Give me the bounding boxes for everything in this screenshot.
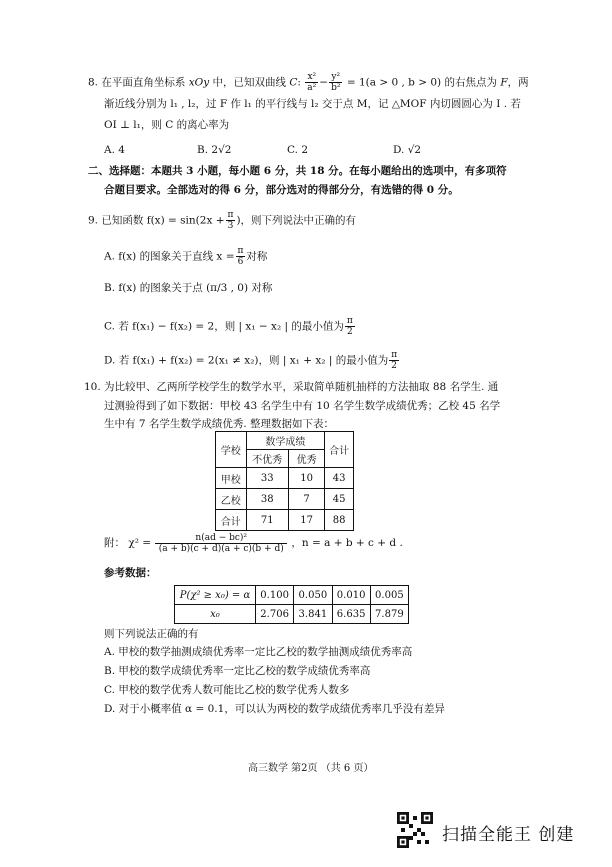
q9-option-b: B. f(x) 的图象关于点 (π/3 , 0) 对称 bbox=[104, 282, 273, 294]
q9-stem: 9. 已知函数 f(x) = sin(2x + $\frac{\pi}{3}$ )，则下列说法中正确的有 bbox=[88, 210, 357, 231]
xoy-var: xOy bbox=[188, 76, 210, 89]
q8-line3: OI ⊥ l₁，则 C 的离心率为 bbox=[104, 119, 230, 131]
q10-line3: 生中有 7 名学生数学成绩优秀. 整理数据如下表： bbox=[104, 418, 335, 430]
q8-option-c: C. 2 bbox=[287, 144, 309, 156]
scanner-watermark: 扫描全能王 创建 bbox=[442, 825, 575, 845]
chi-fraction: $\frac{\text{n(ad − bc)²}}{(a + b)(c + d)(a + c)(b + d)}$ bbox=[155, 533, 287, 554]
ref-data-label: 参考数据： bbox=[104, 567, 157, 579]
section2-line2: 合题目要求。全部选对的得 6 分，部分选对的得部分分，有选错的得 0 分。 bbox=[104, 184, 459, 196]
q9-option-c: C. 若 f(x₁) − f(x₂) = 2，则 | x₁ − x₂ | 的最小值为 $\frac{\pi}{2}$ bbox=[104, 316, 353, 337]
table-row: 合计 71 17 88 bbox=[216, 510, 354, 531]
th-excellent: 优秀 bbox=[288, 450, 324, 468]
q10-option-c: C. 甲校的数学优秀人数可能比乙校的数学优秀人数多 bbox=[104, 684, 350, 696]
q9-option-a: A. f(x) 的图象关于直线 x = $\frac{\pi}{6}$ 对称 bbox=[104, 246, 268, 267]
q9-option-d: D. 若 f(x₁) + f(x₂) = 2(x₁ ≠ x₂)，则 | x₁ + x₂ | 的最小值为 $\frac{\pi}{2}$ bbox=[104, 350, 398, 371]
q8-line1: 8. 在平面直角坐标系 xOy 中，已知双曲线 C: $\frac{\text{x²}}{\text{a²}}$ − $\frac{\text{y²}}{\text{b²}}$ = 1(a > 0 , b > 0) 的右焦点为 F，两 bbox=[88, 72, 529, 93]
q8-option-d: D. √2 bbox=[393, 144, 422, 156]
q8-option-b: B. 2√2 bbox=[197, 144, 232, 156]
chi-square-formula: 附： χ² = $\frac{\text{n(ad − bc)²}}{(a + b)(c + d)(a + c)(b + d)}$ ，n = a + b + c + d . bbox=[104, 532, 403, 554]
q10-option-d: D. 对于小概率值 α = 0.1，可以认为两校的数学成绩优秀率几乎没有差异 bbox=[104, 703, 445, 715]
frac-pi-6: $\frac{\pi}{6}$ bbox=[237, 246, 244, 267]
q10-line2: 过测验得到了如下数据：甲校 43 名学生中有 10 名学生数学成绩优秀；乙校 45 名学 bbox=[104, 400, 501, 412]
q10-ask: 则下列说法正确的有 bbox=[104, 628, 199, 640]
frac-x2-a2: $\frac{\text{x²}}{\text{a²}}$ bbox=[307, 72, 317, 93]
table-row: 乙校 38 7 45 bbox=[216, 489, 354, 510]
frac-pi-2-d: $\frac{\pi}{2}$ bbox=[391, 350, 398, 371]
q8-option-a: A. 4 bbox=[104, 144, 125, 156]
th-score: 数学成绩 bbox=[246, 432, 325, 450]
qr-code-icon bbox=[397, 812, 433, 848]
q10-option-b: B. 甲校的数学成绩优秀率一定比乙校的数学成绩优秀率高 bbox=[104, 665, 371, 677]
frac-pi-3: $\frac{\pi}{3}$ bbox=[227, 210, 234, 231]
th-not-excellent: 不优秀 bbox=[246, 450, 288, 468]
q10-option-a: A. 甲校的数学抽测成绩优秀率一定比乙校的数学抽测成绩优秀率高 bbox=[104, 646, 413, 658]
page-footer: 高三数学 第2页 （共 6 页） bbox=[248, 763, 374, 774]
score-table bbox=[215, 431, 354, 531]
frac-y2-b2: $\frac{\text{y²}}{\text{b²}}$ bbox=[331, 72, 341, 93]
frac-pi-2-c: $\frac{\pi}{2}$ bbox=[346, 316, 353, 337]
th-school: 学校 bbox=[216, 432, 247, 468]
table-row: 甲校 33 10 43 bbox=[216, 468, 354, 489]
q10-line1: 10. 为比较甲、乙两所学校学生的数学水平，采取简单随机抽样的方法抽取 88 名学生. 通 bbox=[84, 381, 499, 393]
q8-line2: 渐近线分别为 l₁ , l₂，过 F 作 l₁ 的平行线与 l₂ 交于点 M，记 △MOF 内切圆圆心为 I . 若 bbox=[104, 98, 521, 110]
th-total: 合计 bbox=[325, 432, 354, 468]
reference-table: P(χ² ≥ x₀) = α 0.100 0.050 0.010 0.005 x₀ 2.706 3.841 6.635 7.879 bbox=[174, 585, 409, 624]
section2-line1: 二、选择题：本题共 3 小题，每小题 6 分，共 18 分。在每小题给出的选项中，有多项符 bbox=[88, 165, 507, 177]
